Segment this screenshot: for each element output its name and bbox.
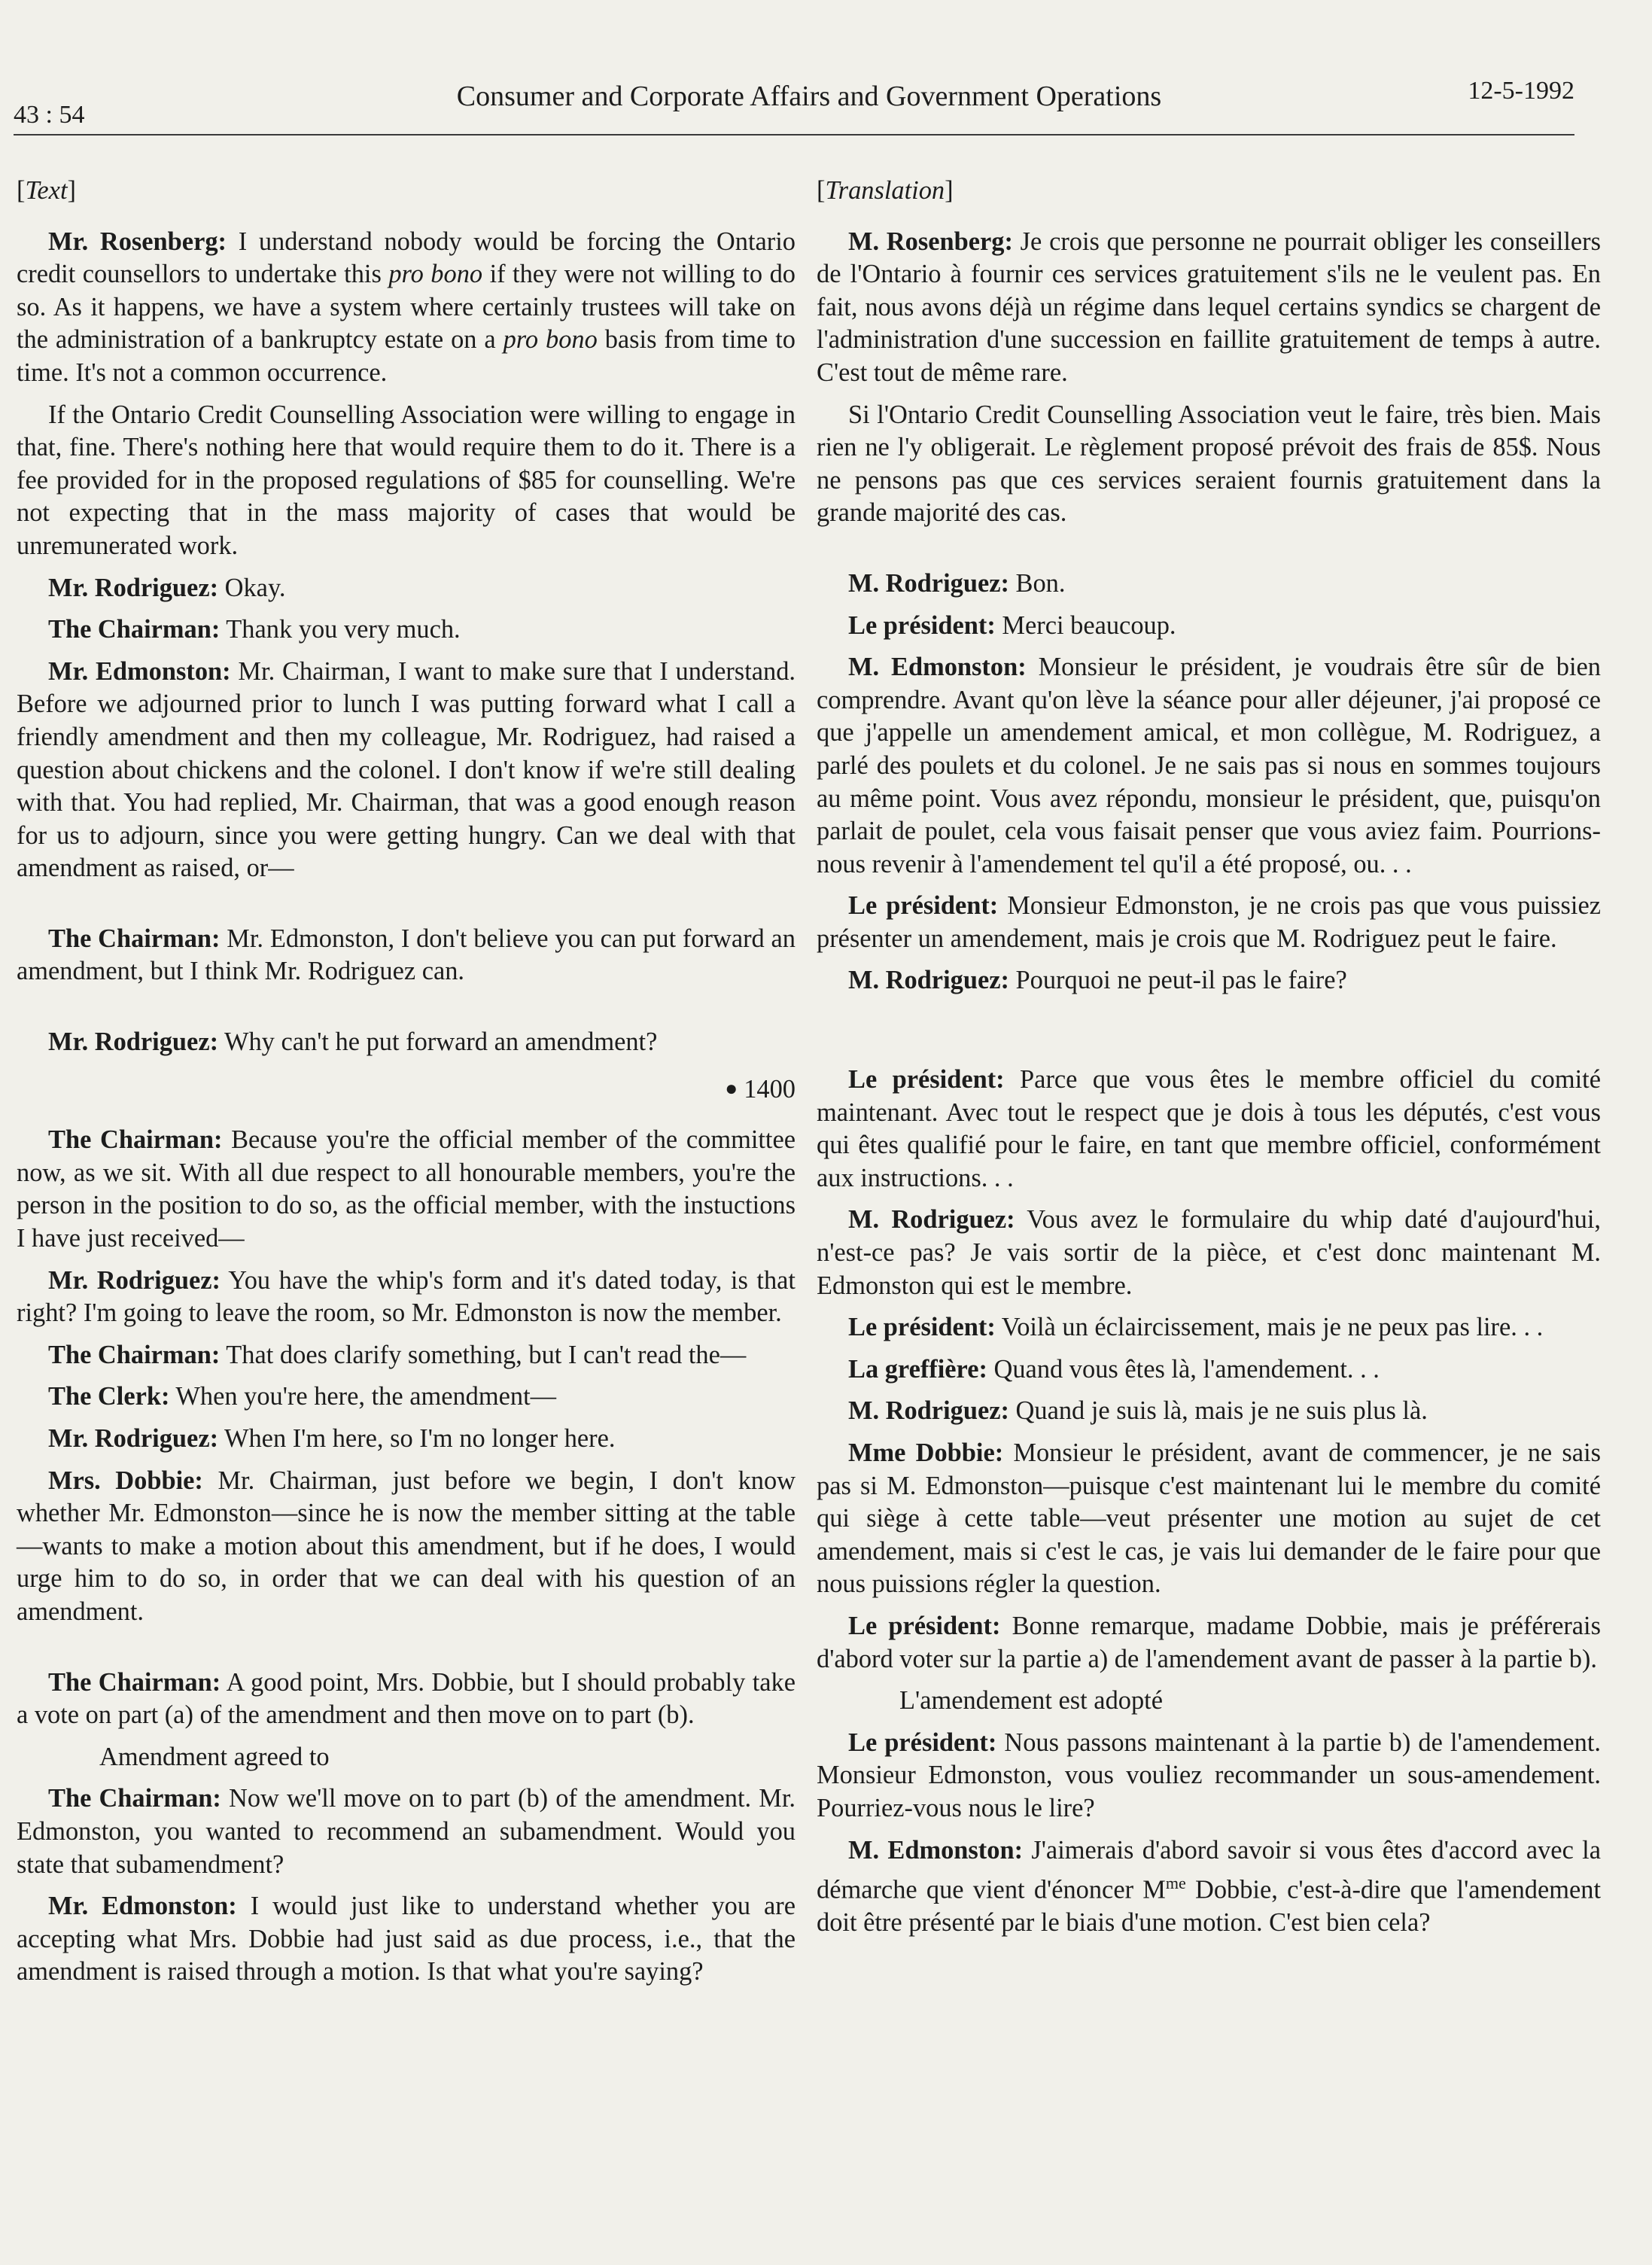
paragraph: M. Rodriguez: Quand je suis là, mais je ne suis plus là.: [848, 1396, 1428, 1426]
paragraph: Le président: Bonne remarque, madame Dobbie, mais je préférerais d'abord voter sur la partie a) de l'amendement avant de passer à la partie b).: [817, 1611, 1601, 1673]
paragraph: M. Rosenberg: Je crois que personne ne pourrait obliger les conseillers de l'Ontario à fournir ces services gratuitement s'ils ne le veulent pas. En fait, nous avons déjà un régime dans lequel certains syndics se chargent de l'administration d'une succession en faillite gratuitement de temps à autre. C'est tout de même rare.: [817, 227, 1601, 387]
speaker-name: Mr. Rodriguez:: [48, 1027, 219, 1057]
speaker-name: M. Rodriguez:: [848, 568, 1009, 598]
page-header: [14, 72, 1574, 135]
speaker-name: M. Rodriguez:: [848, 966, 1009, 995]
speaker-name: Le président:: [848, 1065, 1005, 1094]
french-column: [817, 175, 1601, 1949]
paragraph: Si l'Ontario Credit Counselling Association veut le faire, très bien. Mais rien ne l'y obligerait. Le règlement proposé prévoit des frais de 85$. Nous ne pensons pas que ces services seraient fournis gratuitement dans la grande majorité des cas.: [817, 400, 1601, 528]
paragraph: Le président: Parce que vous êtes le membre officiel du comité maintenant. Avec tout le respect que je dois à tous les députés, c'est vous qui êtes qualifié pour le faire, en tant que membre officiel, conformément aux instructions. . .: [817, 1065, 1601, 1192]
paragraph: The Chairman: A good point, Mrs. Dobbie, but I should probably take a vote on part (a) of the amendment and then move on to part (b).: [17, 1667, 796, 1730]
speaker-name: The Clerk:: [48, 1382, 170, 1411]
speaker-name: The Chairman:: [48, 1784, 221, 1813]
paragraph: The Chairman: That does clarify something, but I can't read the—: [48, 1340, 747, 1369]
speaker-name: The Chairman:: [48, 1340, 221, 1369]
paragraph: La greffière: Quand vous êtes là, l'amendement. . .: [848, 1354, 1380, 1384]
paragraph: M. Rodriguez: Pourquoi ne peut-il pas le faire?: [848, 966, 1347, 995]
paragraph: Mr. Rodriguez: When I'm here, so I'm no longer here.: [48, 1424, 616, 1453]
speaker-name: Mr. Rosenberg:: [48, 227, 227, 256]
speaker-name: Mrs. Dobbie:: [48, 1466, 203, 1495]
paragraph: M. Rodriguez: Vous avez le formulaire du whip daté d'aujourd'hui, n'est-ce pas? Je vais sortir de la pièce, et c'est donc maintenant M. Edmonston qui est le membre.: [817, 1205, 1601, 1300]
motion-result: Amendment agreed to: [99, 1742, 330, 1771]
speaker-name: Le président:: [848, 1728, 997, 1757]
paragraph: Mr. Edmonston: Mr. Chairman, I want to make sure that I understand. Before we adjourned prior to lunch I was putting forward what I call a friendly amendment and then my colleague, Mr. Rodriguez, had raised a question about chickens and the colonel. I don't know if we're still dealing with that. You had replied, Mr. Chairman, that was a good enough reason for us to adjourn, since you were getting hungry. Can we deal with that amendment as raised, or—: [17, 656, 796, 883]
paragraph: Mr. Rodriguez: You have the whip's form and it's dated today, is that right? I'm going to leave the room, so Mr. Edmonston is now the member.: [17, 1265, 796, 1328]
paragraph: Mr. Edmonston: I would just like to understand whether you are accepting what Mrs. Dobbie had just said as due process, i.e., that the amendment is raised through a motion. Is that what you're saying?: [17, 1892, 796, 1986]
paragraph: The Clerk: When you're here, the amendment—: [48, 1382, 557, 1411]
paragraph: Le président: Monsieur Edmonston, je ne crois pas que vous puissiez présenter un amendement, mais je crois que M. Rodriguez peut le faire.: [817, 891, 1601, 953]
section-label-translation: [Translation]: [817, 176, 954, 205]
speaker-name: Mme Dobbie:: [848, 1438, 1004, 1467]
speaker-name: The Chairman:: [48, 924, 221, 953]
speaker-name: M. Edmonston:: [848, 653, 1027, 682]
paragraph: Le président: Merci beaucoup.: [848, 610, 1176, 640]
time-marker: ● 1400: [725, 1074, 796, 1104]
paragraph: M. Edmonston: J'aimerais d'abord savoir si vous êtes d'accord avec la démarche que vient d'énoncer $M^{me}$ Dobbie, c'est-à-dire que l'amendement doit être présenté par le biais d'une motion. C'est bien cela?: [817, 1835, 1601, 1938]
motion-result: L'amendement est adopté: [899, 1686, 1163, 1715]
paragraph: Mr. Rodriguez: Why can't he put forward an amendment?: [48, 1027, 658, 1057]
english-column: [17, 175, 796, 1998]
page-number: 43 : 54: [14, 101, 85, 129]
paragraph: M. Edmonston: Monsieur le président, je voudrais être sûr de bien comprendre. Avant qu'on lève la séance pour aller déjeuner, j'ai proposé ce que j'appelle un amendement amical, et mon collègue, M. Rodriguez, a parlé des poulets et du colonel. Je ne sais pas si nous en sommes toujours au même point. Vous avez répondu, monsieur le président, que, puisqu'on parlait de poulet, cela vous faisait penser que vous aviez faim. Pourrions-nous revenir à l'amendement tel qu'il a été proposé, ou. . .: [817, 653, 1601, 878]
speaker-name: The Chairman:: [48, 1667, 221, 1697]
speaker-name: Mr. Edmonston:: [48, 1892, 237, 1921]
speaker-name: M. Rodriguez:: [848, 1396, 1009, 1426]
speaker-name: The Chairman:: [48, 1125, 223, 1155]
speaker-name: Mr. Edmonston:: [48, 656, 231, 686]
speaker-name: Le président:: [848, 891, 999, 921]
paragraph: Mr. Rodriguez: Okay.: [48, 573, 286, 602]
paragraph: Mme Dobbie: Monsieur le président, avant de commencer, je ne sais pas si M. Edmonston—puisque c'est maintenant lui le membre du comité qui siège à cette table—veut présenter une motion au sujet de cet amendement, mais si c'est le cas, je vais lui demander de le faire pour que nous puissions régler la question.: [817, 1438, 1602, 1599]
speaker-name: M. Rosenberg:: [848, 227, 1013, 256]
speaker-name: Mr. Rodriguez:: [48, 1265, 221, 1295]
speaker-name: Le président:: [848, 610, 996, 640]
speaker-name: M. Rodriguez:: [848, 1205, 1015, 1234]
speaker-name: M. Edmonston:: [848, 1835, 1024, 1865]
paragraph: Mr. Rosenberg: I understand nobody would be forcing the Ontario credit counsellors to undertake this pro bono if they were not willing to do so. As it happens, we have a system where certainly trustees will take on the administration of a bankruptcy estate on a pro bono basis from time to time. It's not a common occurrence.: [17, 227, 796, 387]
running-title: Consumer and Corporate Affairs and Government Operations: [456, 81, 1162, 112]
paragraph: Le président: Voilà un éclaircissement, mais je ne peux pas lire. . .: [848, 1313, 1544, 1342]
paragraph: Le président: Nous passons maintenant à la partie b) de l'amendement. Monsieur Edmonston, vous vouliez recommander un sous-amendement. Pourriez-vous nous le lire?: [817, 1728, 1601, 1822]
paragraph: M. Rodriguez: Bon.: [848, 568, 1066, 598]
speaker-name: Le président:: [848, 1611, 1001, 1640]
paragraph: The Chairman: Because you're the official member of the committee now, as we sit. With all due respect to all honourable members, you're the person in the position to do so, as the official member, with the instuctions I have just received—: [17, 1125, 796, 1253]
bullet-icon: ●: [725, 1076, 738, 1101]
paragraph: The Chairman: Mr. Edmonston, I don't believe you can put forward an amendment, but I think Mr. Rodriguez can.: [17, 924, 796, 986]
paragraph: The Chairman: Thank you very much.: [48, 615, 461, 644]
speaker-name: Mr. Rodriguez:: [48, 1424, 219, 1453]
paragraph: Mrs. Dobbie: Mr. Chairman, just before we begin, I don't know whether Mr. Edmonston—since he is now the member sitting at the table—wants to make a motion about this amendment, but if he does, I would urge him to do so, in order that we can deal with his question of an amendment.: [17, 1466, 796, 1626]
paragraph: The Chairman: Now we'll move on to part (b) of the amendment. Mr. Edmonston, you wanted to recommend an subamendment. Would you state that subamendment?: [17, 1784, 796, 1879]
publication-date: 12-5-1992: [1468, 77, 1574, 105]
paragraph: If the Ontario Credit Counselling Association were willing to engage in that, fine. There's nothing here that would require them to do it. There is a fee provided for in the proposed regulations of $85 for counselling. We're not expecting that in the mass majority of cases that would be unremunerated work.: [17, 400, 796, 560]
speaker-name: La greffière:: [848, 1354, 987, 1384]
speaker-name: Mr. Rodriguez:: [48, 573, 219, 602]
section-label-text: [Text]: [17, 176, 76, 205]
speaker-name: The Chairman:: [48, 615, 221, 644]
speaker-name: Le président:: [848, 1313, 996, 1342]
